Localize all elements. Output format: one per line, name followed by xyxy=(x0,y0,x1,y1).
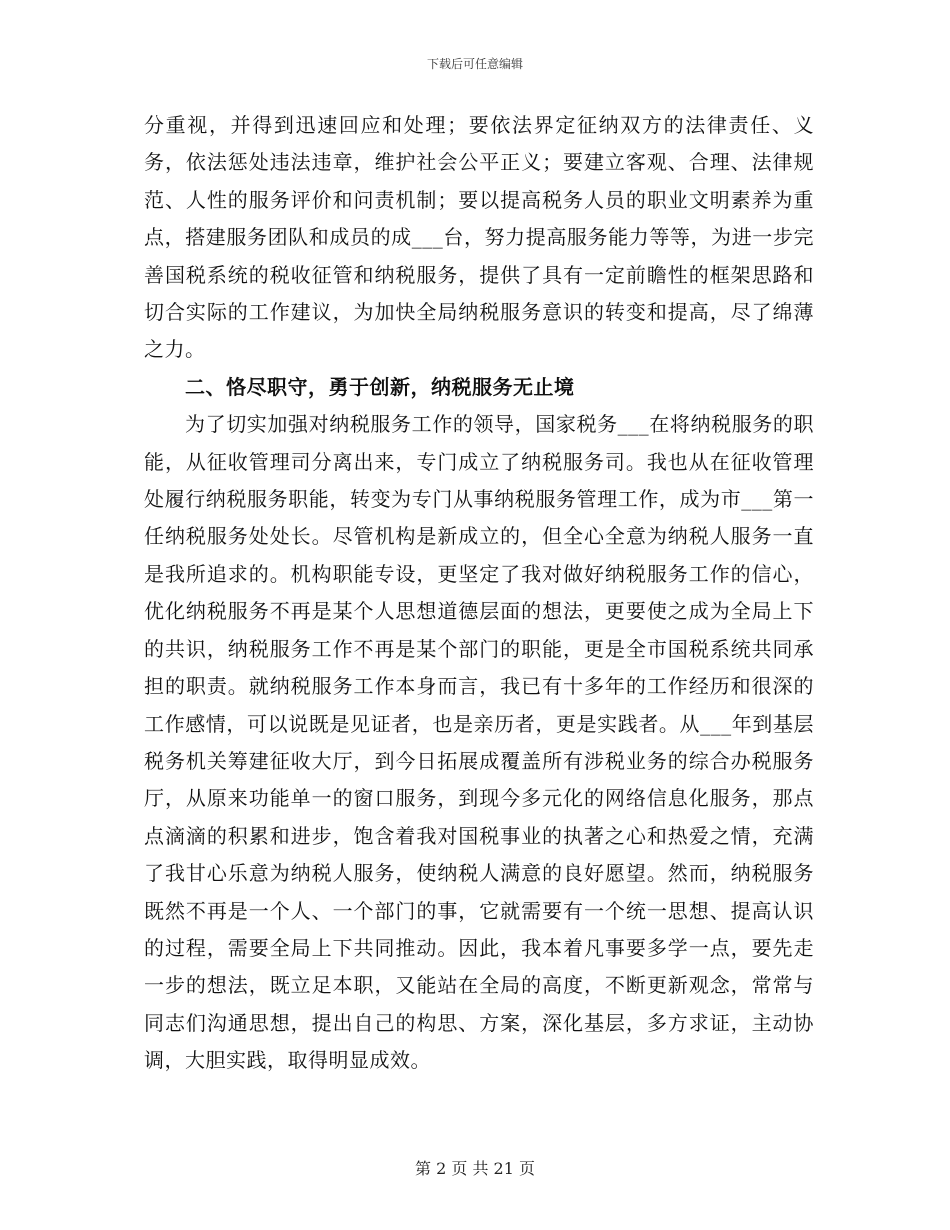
paragraph-continued: 分重视，并得到迅速回应和处理；要依法界定征纳双方的法律责任、义务，依法惩处违法违章，维护社会公平正义；要建立客观、合理、法律规范、人性的服务评价和问责机制；要以提高税务人员的职业文明素养为重点，搭建服务团队和成员的成___台，努力提高服务能力等等，为进一步完善国税系统的税收征管和纳税服务，提供了具有一定前瞻性的框架思路和切合实际的工作建议，为加快全局纳税服务意识的转变和提高，尽了绵薄之力。 xyxy=(144,113,814,362)
section-heading: 二、恪尽职守，勇于创新，纳税服务无止境 xyxy=(185,374,575,399)
paragraph: 为了切实加强对纳税服务工作的领导，国家税务___在将纳税服务的职能，从征收管理司分离出来，专门成立了纳税服务司。我也从在征收管理处履行纳税服务职能，转变为专门从事纳税服务管理工作，成为市___第一任纳税服务处处长。尽管机构是新成立的，但全心全意为纳税人服务一直是我所追求的。机构职能专设，更坚定了我对做好纳税服务工作的信心，优化纳税服务不再是某个人思想道德层面的想法，更要使之成为全局上下的共识，纳税服务工作不再是某个部门的职能，更是全市国税系统共同承担的职责。就纳税服务工作本身而言，我已有十多年的工作经历和很深的工作感情，可以说既是见证者，也是亲历者，更是实践者。从___年到基层税务机关筹建征收大厅，到今日拓展成覆盖所有涉税业务的综合办税服务厅，从原来功能单一的窗口服务，到现今多元化的网络信息化服务，那点点滴滴的积累和进步，饱含着我对国税事业的执著之心和热爱之情，充满了我甘心乐意为纳税人服务，使纳税人满意的良好愿望。然而，纳税服务既然不再是一个人、一个部门的事，它就需要有一个统一思想、提高认识的过程，需要全局上下共同推动。因此，我本着凡事要多学一点，要先走一步的想法，既立足本职，又能站在全局的高度，不断更新观念，常常与同志们沟通思想，提出自己的构思、方案，深化基层，多方求证，主动协调，大胆实践，取得明显成效。 xyxy=(144,412,814,1073)
document-body xyxy=(144,107,814,1080)
page-number: 第 2 页 共 21 页 xyxy=(415,1159,535,1178)
page-header: 下载后可任意编辑 xyxy=(426,57,523,71)
